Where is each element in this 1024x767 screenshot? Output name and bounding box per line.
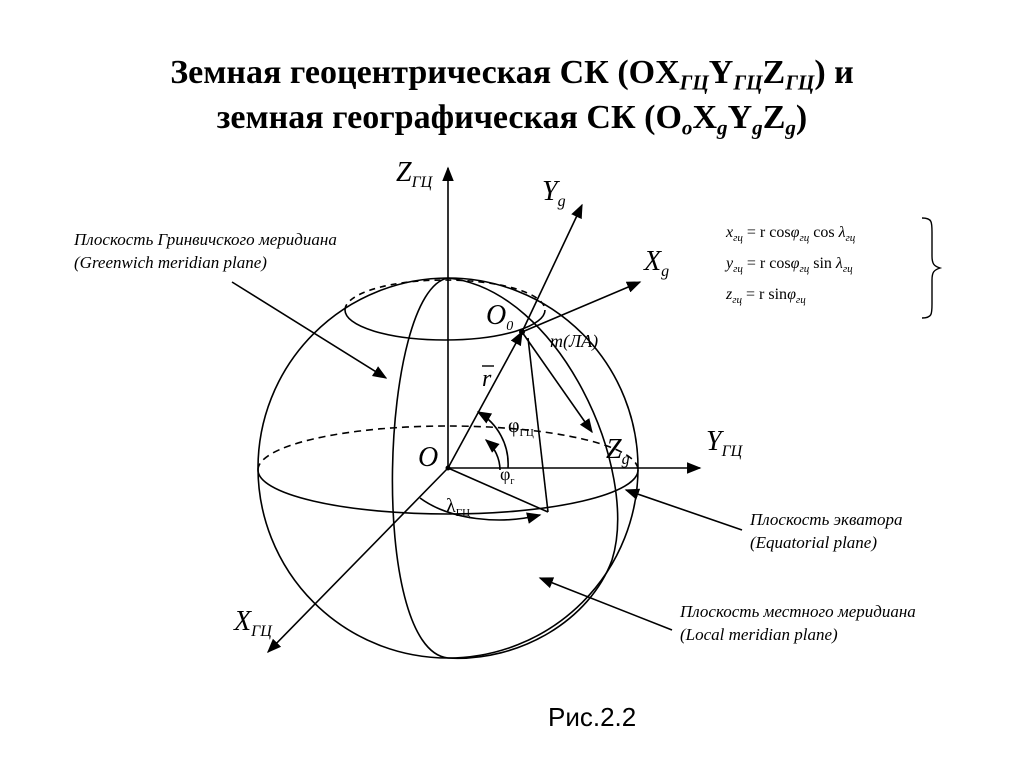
- parallel-front: [345, 310, 545, 340]
- x-g-label: $X_g$: [644, 246, 670, 280]
- phi-gc-arc: [478, 412, 508, 468]
- equator-label-ru: Плоскость экватора: [750, 510, 903, 529]
- radius-vector: [448, 332, 522, 468]
- phi-g-label: $\varphi_г$: [500, 464, 515, 487]
- title-text: ) и: [814, 54, 854, 91]
- y-g-axis: [522, 205, 582, 332]
- z-g-label: $Z_g$: [606, 434, 630, 468]
- phi-g-arc: [486, 440, 500, 470]
- title-text: Земная геоцентрическая СК (OX: [170, 54, 680, 91]
- formula-z: $z_{гц} = r$ sinφ$_{гц}$: [726, 286, 806, 306]
- title-text: ): [795, 99, 808, 136]
- title-text: X: [692, 99, 718, 136]
- equator-label-en: (Equatorial plane): [750, 533, 878, 552]
- y-gc-label: $Y_{ГЦ}$: [706, 426, 743, 460]
- radius-label: r: [482, 366, 492, 392]
- title-subscript: o: [681, 115, 693, 140]
- z-gc-label: $Z_{ГЦ}$: [396, 157, 433, 191]
- title-subscript: g: [752, 115, 763, 140]
- y-g-label: $Y_g$: [542, 176, 566, 210]
- equator-radius: [448, 468, 548, 512]
- title-text: Y: [708, 54, 734, 91]
- formula-block: [724, 218, 940, 318]
- equator-leader: [626, 490, 742, 530]
- local-origin-label: $O_0$: [486, 300, 514, 334]
- local-label-ru: Плоскость местного меридиана: [680, 602, 916, 621]
- formula-y: $y_{гц} = r$ cosφ$_{гц}$ $\sin \lambda_{гц}$: [726, 255, 853, 275]
- title-subscript: g: [717, 115, 728, 140]
- figure-caption: Рис.2.2: [548, 702, 637, 732]
- formula-x: $x_{гц} = r$ cosφ$_{гц}$ $\cos \lambda_{гц}$: [726, 224, 856, 244]
- title-subscript: ГЦ: [679, 70, 709, 95]
- title-text: Y: [727, 99, 753, 136]
- x-g-axis: [522, 282, 640, 332]
- local-label-en: (Local meridian plane): [680, 625, 838, 644]
- origin-label: O: [418, 442, 439, 473]
- title-text: Z: [762, 54, 786, 91]
- title-subscript: ГЦ: [733, 70, 763, 95]
- title-subscript: ГЦ: [785, 70, 815, 95]
- x-gc-label: $X_{ГЦ}$: [234, 606, 272, 640]
- formula-brace: [922, 218, 940, 318]
- lambda-gc-label: $\lambda_{ГЦ}$: [446, 495, 471, 519]
- phi-gc-label: $\varphi_{ГЦ}$: [508, 415, 534, 439]
- local-origin-point: [519, 329, 525, 335]
- greenwich-label-en: (Greenwich meridian plane): [74, 253, 267, 272]
- greenwich-leader: [232, 282, 386, 378]
- title-text: земная географическая СК (O: [216, 99, 682, 136]
- origin-point: [446, 466, 451, 471]
- title-subscript: g: [785, 115, 796, 140]
- greenwich-label-ru: Плоскость Гринвичского меридиана: [74, 230, 337, 249]
- title-text: Z: [762, 99, 786, 136]
- aircraft-label: m(ЛА): [550, 331, 599, 351]
